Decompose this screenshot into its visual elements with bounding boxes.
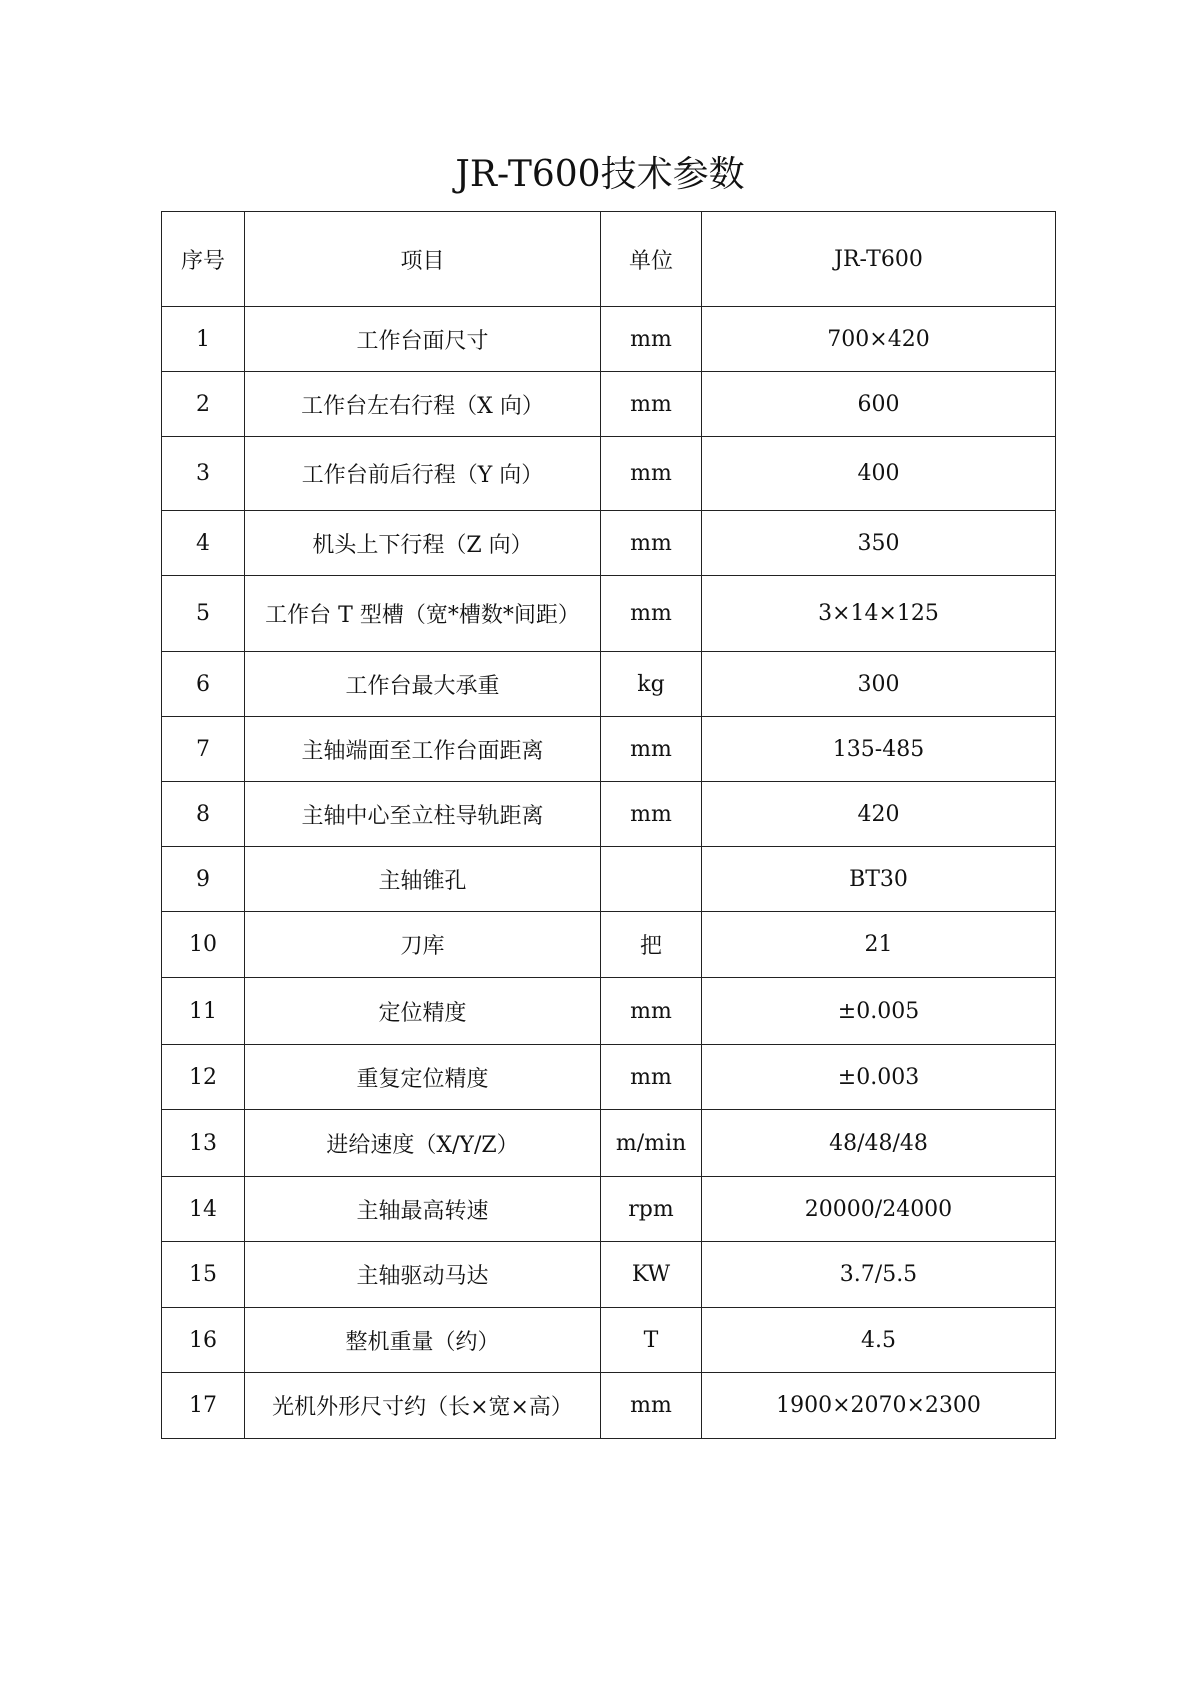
row-no: 2: [162, 372, 245, 437]
row-no: 12: [162, 1045, 245, 1110]
row-item: 主轴中心至立柱导轨距离: [245, 782, 601, 847]
row-unit: [601, 847, 702, 912]
row-no: 16: [162, 1308, 245, 1373]
row-unit: kg: [601, 652, 702, 717]
row-value: 400: [702, 437, 1056, 511]
row-no: 9: [162, 847, 245, 912]
row-unit: T: [601, 1308, 702, 1373]
row-item: 工作台前后行程（Y 向）: [245, 437, 601, 511]
row-value: 135-485: [702, 717, 1056, 782]
row-item: 重复定位精度: [245, 1045, 601, 1110]
row-unit: 把: [601, 912, 702, 978]
row-value: ±0.005: [702, 978, 1056, 1045]
row-unit: rpm: [601, 1177, 702, 1242]
table-row: [162, 782, 1056, 847]
table-row: [162, 1177, 1056, 1242]
table-header-row: [162, 212, 1056, 307]
table-row: [162, 1242, 1056, 1308]
row-no: 1: [162, 307, 245, 372]
row-unit: KW: [601, 1242, 702, 1308]
table-row: [162, 1110, 1056, 1177]
row-item: 整机重量（约）: [245, 1308, 601, 1373]
header-no: 序号: [162, 212, 245, 307]
row-item: 光机外形尺寸约（长×宽×高）: [245, 1373, 601, 1439]
table-row: [162, 372, 1056, 437]
row-item: 机头上下行程（Z 向）: [245, 511, 601, 576]
row-value: BT30: [702, 847, 1056, 912]
row-unit: mm: [601, 511, 702, 576]
table-row: [162, 576, 1056, 652]
table-row: [162, 978, 1056, 1045]
row-no: 4: [162, 511, 245, 576]
table-row: [162, 652, 1056, 717]
row-no: 15: [162, 1242, 245, 1308]
row-no: 11: [162, 978, 245, 1045]
row-unit: mm: [601, 437, 702, 511]
table-row: [162, 1373, 1056, 1439]
row-unit: mm: [601, 372, 702, 437]
row-item: 工作台 T 型槽（宽*槽数*间距）: [245, 576, 601, 652]
header-model: JR-T600: [702, 212, 1056, 307]
row-item: 主轴端面至工作台面距离: [245, 717, 601, 782]
row-item: 主轴最高转速: [245, 1177, 601, 1242]
table-row: [162, 437, 1056, 511]
page-title: JR-T600技术参数: [455, 154, 745, 195]
row-value: 350: [702, 511, 1056, 576]
header-item: 项目: [245, 212, 601, 307]
row-no: 7: [162, 717, 245, 782]
row-no: 17: [162, 1373, 245, 1439]
table-row: [162, 307, 1056, 372]
row-unit: mm: [601, 1373, 702, 1439]
table-row: [162, 912, 1056, 978]
row-value: ±0.003: [702, 1045, 1056, 1110]
row-item: 进给速度（X/Y/Z）: [245, 1110, 601, 1177]
row-item: 主轴锥孔: [245, 847, 601, 912]
row-no: 13: [162, 1110, 245, 1177]
row-value: 20000/24000: [702, 1177, 1056, 1242]
row-value: 1900×2070×2300: [702, 1373, 1056, 1439]
row-unit: mm: [601, 1045, 702, 1110]
row-unit: mm: [601, 717, 702, 782]
row-value: 600: [702, 372, 1056, 437]
row-item: 工作台左右行程（X 向）: [245, 372, 601, 437]
table-row: [162, 511, 1056, 576]
table-row: [162, 1045, 1056, 1110]
row-no: 3: [162, 437, 245, 511]
header-unit: 单位: [601, 212, 702, 307]
row-no: 14: [162, 1177, 245, 1242]
row-unit: m/min: [601, 1110, 702, 1177]
row-value: 4.5: [702, 1308, 1056, 1373]
row-unit: mm: [601, 576, 702, 652]
row-no: 10: [162, 912, 245, 978]
row-unit: mm: [601, 978, 702, 1045]
row-item: 刀库: [245, 912, 601, 978]
row-no: 8: [162, 782, 245, 847]
row-value: 21: [702, 912, 1056, 978]
row-value: 48/48/48: [702, 1110, 1056, 1177]
row-value: 3×14×125: [702, 576, 1056, 652]
row-value: 3.7/5.5: [702, 1242, 1056, 1308]
table-row: [162, 847, 1056, 912]
row-item: 工作台面尺寸: [245, 307, 601, 372]
row-item: 主轴驱动马达: [245, 1242, 601, 1308]
row-item: 工作台最大承重: [245, 652, 601, 717]
row-no: 5: [162, 576, 245, 652]
table-row: [162, 1308, 1056, 1373]
row-item: 定位精度: [245, 978, 601, 1045]
row-value: 700×420: [702, 307, 1056, 372]
row-no: 6: [162, 652, 245, 717]
row-unit: mm: [601, 782, 702, 847]
row-unit: mm: [601, 307, 702, 372]
table-row: [162, 717, 1056, 782]
row-value: 300: [702, 652, 1056, 717]
row-value: 420: [702, 782, 1056, 847]
spec-table: [161, 211, 1056, 1439]
